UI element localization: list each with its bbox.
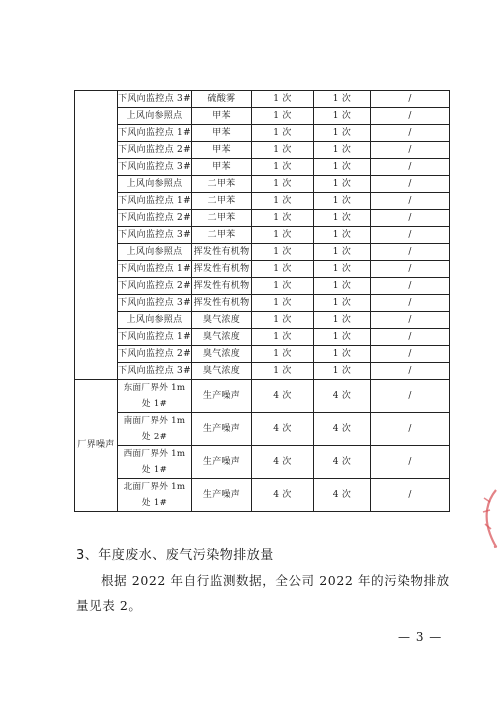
table-row bbox=[75, 193, 450, 210]
cell-point: 下风向监控点 1# bbox=[118, 261, 192, 278]
cell-item: 甲苯 bbox=[192, 125, 252, 142]
cell-item: 二甲苯 bbox=[192, 176, 252, 193]
table-row bbox=[75, 261, 450, 278]
cell-freq1: 1 次 bbox=[252, 261, 314, 278]
body-paragraph: 根据 2022 年自行监测数据，全公司 2022 年的污染物排放量见表 2。 bbox=[76, 573, 450, 613]
cell-point: 下风向监控点 2# bbox=[118, 210, 192, 227]
cell-freq1: 1 次 bbox=[252, 176, 314, 193]
cell-freq2: 4 次 bbox=[314, 479, 371, 512]
cell-freq2: 1 次 bbox=[314, 244, 371, 261]
cell-freq1: 1 次 bbox=[252, 125, 314, 142]
cell-point: 下风向监控点 3# bbox=[118, 227, 192, 244]
cell-point: 南面厂界外 1m 处 2# bbox=[118, 413, 192, 446]
cell-point: 下风向监控点 2# bbox=[118, 278, 192, 295]
monitoring-table bbox=[74, 90, 450, 512]
cell-point: 下风向监控点 1# bbox=[118, 329, 192, 346]
cell-note: / bbox=[371, 142, 450, 159]
cell-note: / bbox=[371, 346, 450, 363]
cell-item: 挥发性有机物 bbox=[192, 244, 252, 261]
cell-freq1: 4 次 bbox=[252, 479, 314, 512]
cell-point: 北面厂界外 1m 处 1# bbox=[118, 479, 192, 512]
cell-freq2: 1 次 bbox=[314, 108, 371, 125]
cell-freq2: 1 次 bbox=[314, 193, 371, 210]
cell-point: 东面厂界外 1m 处 1# bbox=[118, 380, 192, 413]
cell-point: 上风向参照点 bbox=[118, 312, 192, 329]
cell-point: 下风向监控点 3# bbox=[118, 159, 192, 176]
cell-item: 二甲苯 bbox=[192, 210, 252, 227]
cell-item: 臭气浓度 bbox=[192, 363, 252, 380]
cell-point: 下风向监控点 3# bbox=[118, 91, 192, 108]
cell-freq1: 1 次 bbox=[252, 193, 314, 210]
table-row bbox=[75, 312, 450, 329]
group-cell-empty bbox=[75, 91, 118, 380]
table-row bbox=[75, 210, 450, 227]
cell-note: / bbox=[371, 125, 450, 142]
cell-note: / bbox=[371, 193, 450, 210]
monitoring-table-body bbox=[75, 91, 450, 512]
cell-freq2: 1 次 bbox=[314, 278, 371, 295]
cell-freq2: 1 次 bbox=[314, 210, 371, 227]
cell-freq1: 4 次 bbox=[252, 413, 314, 446]
cell-item: 硫酸雾 bbox=[192, 91, 252, 108]
cell-point: 下风向监控点 1# bbox=[118, 125, 192, 142]
cell-item: 生产噪声 bbox=[192, 446, 252, 479]
cell-note: / bbox=[371, 278, 450, 295]
cell-freq2: 1 次 bbox=[314, 176, 371, 193]
cell-item: 甲苯 bbox=[192, 159, 252, 176]
table-row bbox=[75, 176, 450, 193]
table-row-noise bbox=[75, 479, 450, 512]
cell-point: 下风向监控点 3# bbox=[118, 295, 192, 312]
table-row bbox=[75, 244, 450, 261]
cell-freq1: 1 次 bbox=[252, 244, 314, 261]
cell-freq2: 1 次 bbox=[314, 363, 371, 380]
cell-freq1: 1 次 bbox=[252, 91, 314, 108]
cell-note: / bbox=[371, 261, 450, 278]
cell-item: 二甲苯 bbox=[192, 193, 252, 210]
table-row bbox=[75, 295, 450, 312]
cell-freq2: 1 次 bbox=[314, 295, 371, 312]
cell-note: / bbox=[371, 479, 450, 512]
table-row bbox=[75, 159, 450, 176]
cell-item: 挥发性有机物 bbox=[192, 261, 252, 278]
table-row-noise bbox=[75, 380, 450, 413]
table-row bbox=[75, 329, 450, 346]
cell-item: 生产噪声 bbox=[192, 413, 252, 446]
cell-freq1: 1 次 bbox=[252, 159, 314, 176]
stamp-arc bbox=[487, 490, 496, 547]
page-number: — 3 — bbox=[398, 630, 443, 644]
table-row bbox=[75, 278, 450, 295]
cell-point: 下风向监控点 3# bbox=[118, 363, 192, 380]
cell-note: / bbox=[371, 159, 450, 176]
cell-note: / bbox=[371, 244, 450, 261]
cell-item: 臭气浓度 bbox=[192, 312, 252, 329]
cell-freq1: 1 次 bbox=[252, 108, 314, 125]
cell-freq2: 1 次 bbox=[314, 91, 371, 108]
cell-point: 上风向参照点 bbox=[118, 176, 192, 193]
cell-freq1: 1 次 bbox=[252, 142, 314, 159]
cell-point: 上风向参照点 bbox=[118, 244, 192, 261]
cell-item: 甲苯 bbox=[192, 142, 252, 159]
cell-point: 下风向监控点 2# bbox=[118, 346, 192, 363]
cell-point: 上风向参照点 bbox=[118, 108, 192, 125]
table-row bbox=[75, 363, 450, 380]
cell-freq1: 4 次 bbox=[252, 380, 314, 413]
section-heading: 3、年度废水、废气污染物排放量 bbox=[76, 548, 274, 563]
cell-freq1: 1 次 bbox=[252, 346, 314, 363]
cell-freq2: 4 次 bbox=[314, 413, 371, 446]
table-row-noise bbox=[75, 446, 450, 479]
cell-freq2: 1 次 bbox=[314, 142, 371, 159]
table-row bbox=[75, 91, 450, 108]
cell-freq1: 1 次 bbox=[252, 363, 314, 380]
table-row bbox=[75, 125, 450, 142]
seal-stamp-fragment bbox=[478, 488, 500, 548]
cell-freq2: 1 次 bbox=[314, 312, 371, 329]
cell-item: 生产噪声 bbox=[192, 380, 252, 413]
cell-item: 二甲苯 bbox=[192, 227, 252, 244]
cell-note: / bbox=[371, 312, 450, 329]
cell-freq2: 1 次 bbox=[314, 159, 371, 176]
cell-freq2: 1 次 bbox=[314, 227, 371, 244]
table-row bbox=[75, 108, 450, 125]
cell-note: / bbox=[371, 227, 450, 244]
cell-item: 臭气浓度 bbox=[192, 329, 252, 346]
table-row-noise bbox=[75, 413, 450, 446]
cell-freq1: 1 次 bbox=[252, 210, 314, 227]
cell-freq1: 1 次 bbox=[252, 312, 314, 329]
cell-item: 挥发性有机物 bbox=[192, 278, 252, 295]
cell-note: / bbox=[371, 363, 450, 380]
cell-note: / bbox=[371, 108, 450, 125]
cell-item: 甲苯 bbox=[192, 108, 252, 125]
cell-note: / bbox=[371, 210, 450, 227]
cell-freq2: 1 次 bbox=[314, 125, 371, 142]
table-row bbox=[75, 346, 450, 363]
cell-item: 生产噪声 bbox=[192, 479, 252, 512]
group-cell-noise: 厂界噪声 bbox=[75, 380, 118, 512]
cell-note: / bbox=[371, 446, 450, 479]
cell-freq2: 1 次 bbox=[314, 261, 371, 278]
cell-freq2: 1 次 bbox=[314, 329, 371, 346]
cell-note: / bbox=[371, 380, 450, 413]
cell-item: 挥发性有机物 bbox=[192, 295, 252, 312]
cell-freq2: 1 次 bbox=[314, 346, 371, 363]
cell-point: 下风向监控点 2# bbox=[118, 142, 192, 159]
cell-freq1: 1 次 bbox=[252, 227, 314, 244]
table-row bbox=[75, 227, 450, 244]
cell-freq1: 4 次 bbox=[252, 446, 314, 479]
cell-freq1: 1 次 bbox=[252, 329, 314, 346]
cell-freq2: 4 次 bbox=[314, 446, 371, 479]
table-row bbox=[75, 142, 450, 159]
cell-freq1: 1 次 bbox=[252, 295, 314, 312]
cell-note: / bbox=[371, 413, 450, 446]
cell-freq2: 4 次 bbox=[314, 380, 371, 413]
cell-note: / bbox=[371, 329, 450, 346]
cell-note: / bbox=[371, 176, 450, 193]
cell-freq1: 1 次 bbox=[252, 278, 314, 295]
cell-point: 西面厂界外 1m 处 1# bbox=[118, 446, 192, 479]
cell-point: 下风向监控点 1# bbox=[118, 193, 192, 210]
cell-note: / bbox=[371, 91, 450, 108]
cell-note: / bbox=[371, 295, 450, 312]
cell-item: 臭气浓度 bbox=[192, 346, 252, 363]
